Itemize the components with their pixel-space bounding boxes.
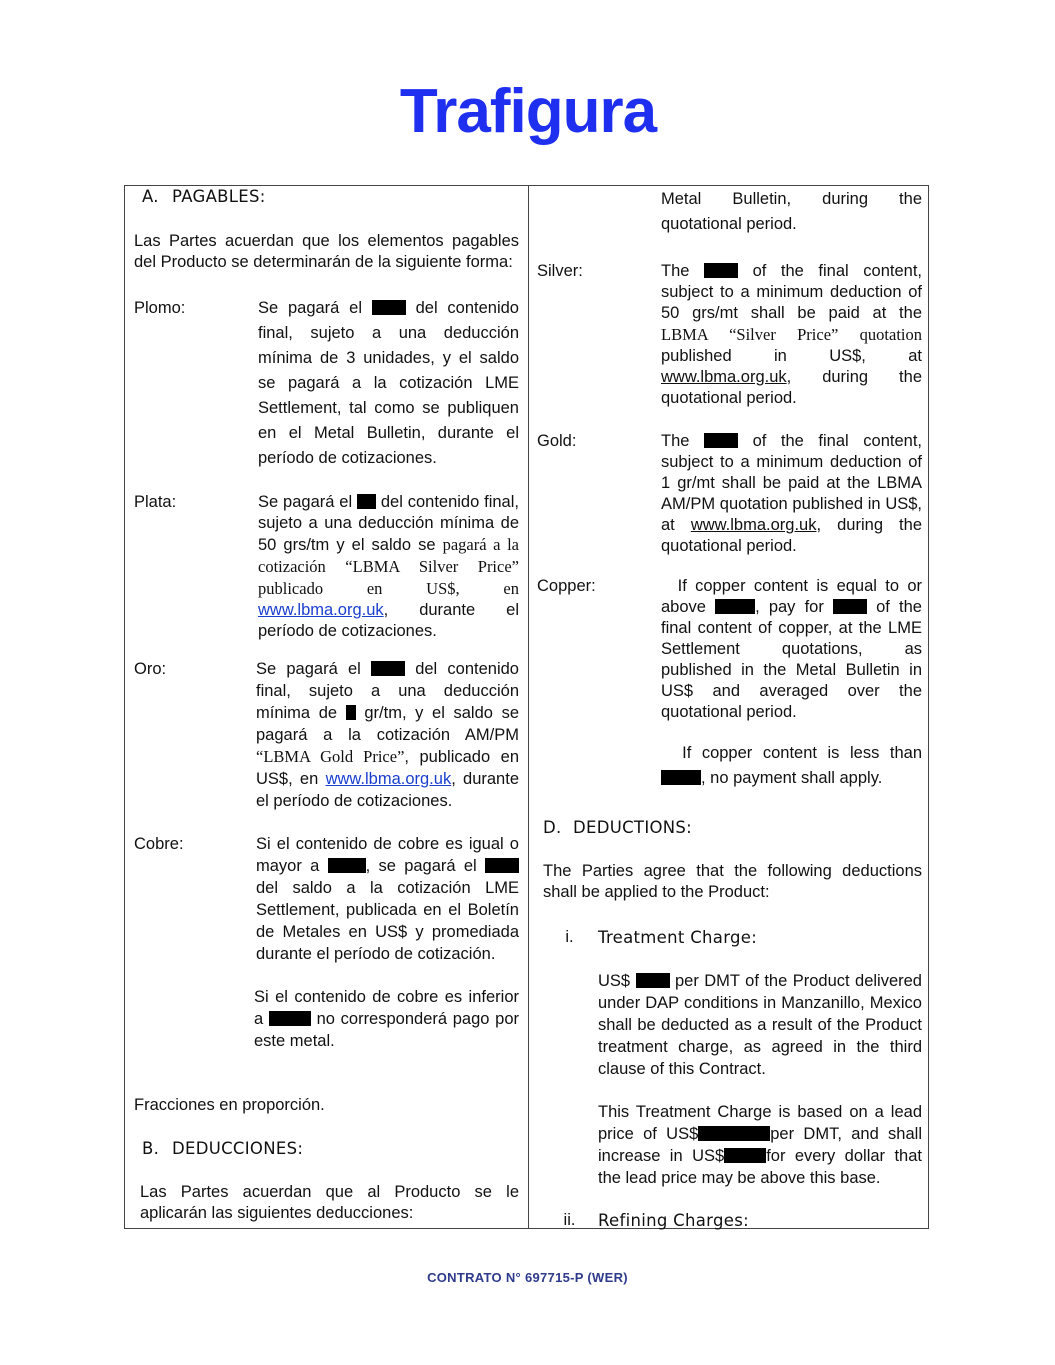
- cobre-row: Cobre: Si el contenido de cobre es igual o mayor a , se pagará el del saldo a la cotización LME Settlement, publicada en el Boletín de Metales en US$ y promediada durante el período de cotización.: [134, 835, 519, 963]
- column-divider: [528, 186, 529, 1228]
- deductions-intro: The Parties agree that the following deductions shall be applied to the Product:: [543, 862, 922, 901]
- company-logo: [0, 74, 1055, 169]
- copper-row: Copper: If copper content is equal to or above , pay for of the final content of copper, at the LME Settlement quotations, as published in the Metal Bulletin in US$ and averaged over the quotational period.: [537, 577, 923, 721]
- oro-row: Oro: Se pagará el del contenido final, sujeto a una deducción mínima de gr/tm, y el saldo se pagará a la cotización AM/PM “LBMA Gold Price”, publicado en US$, en www.lbma.org.uk, durante el período de cotizaciones.: [134, 660, 519, 810]
- redaction-block: [357, 494, 376, 509]
- redaction-block: [346, 705, 356, 720]
- redaction-block: [636, 973, 670, 988]
- deducciones-intro: Las Partes acuerdan que al Producto se le aplicarán las siguientes deducciones:: [140, 1183, 519, 1222]
- redaction-block: [485, 858, 519, 873]
- lbma-link[interactable]: www.lbma.org.uk: [661, 368, 787, 386]
- treatment-charge-heading: i. Treatment Charge:: [565, 928, 758, 947]
- redaction-block: [704, 433, 738, 448]
- redaction-block: [661, 770, 701, 785]
- plata-row: Plata: Se pagará el del contenido final, sujeto a una deducción mínima de 50 grs/tm y el saldo se pagará a la cotización “LBMA Silver Price” publicado en US$, en www.lbma.org.uk, durante el período de cotizaciones.: [134, 493, 519, 640]
- section-b-heading: B. DEDUCCIONES:: [142, 1139, 304, 1158]
- treatment-base-paragraph: This Treatment Charge is based on a lead price of US$ per DMT, and shall increase in US$ for every dollar that the lead price may be above this base.: [598, 1103, 922, 1187]
- redaction-block: [372, 300, 406, 315]
- redaction-block: [833, 599, 867, 614]
- trafigura-logo-wordmark: [378, 74, 678, 169]
- copper-less-clause: If copper content is less than , no payment shall apply.: [661, 741, 922, 791]
- contract-table: [124, 185, 929, 1229]
- cobre-inferior-clause: Si el contenido de cobre es inferior a no corresponderá pago por este metal.: [254, 988, 519, 1050]
- lbma-link[interactable]: www.lbma.org.uk: [690, 516, 817, 534]
- treatment-charge-paragraph: US$ per DMT of the Product delivered under DAP conditions in Manzanillo, Mexico shall be deducted as a result of the Product treatment charge, as agreed in the third clause of this Contract.: [598, 972, 922, 1078]
- redaction-block: [371, 661, 405, 676]
- gold-row: Gold: The of the final content, subject to a minimum deduction of 1 gr/mt shall be paid at the LBMA AM/PM quotation published in US$, at www.lbma.org.uk, during the quotational period.: [537, 432, 922, 555]
- redaction-block: [715, 599, 755, 614]
- payables-intro: Las Partes acuerdan que los elementos pagables del Producto se determinarán de la siguiente forma:: [134, 232, 519, 271]
- lbma-link[interactable]: www.lbma.org.uk: [325, 770, 452, 788]
- contract-number-footer: CONTRATO N° 697715-P (WER): [427, 1270, 628, 1285]
- silver-row: Silver: The of the final content, subject to a minimum deduction of 50 grs/mt shall be paid at the LBMA “Silver Price” quotation published in US$, at www.lbma.org.uk, during the quotational period.: [537, 262, 922, 407]
- svg-text:Trafigura: Trafigura: [399, 77, 656, 146]
- redaction-block: [724, 1148, 766, 1163]
- fracciones-text: Fracciones en proporción.: [134, 1096, 325, 1114]
- section-a-heading: A. PAGABLES:: [142, 187, 266, 206]
- lbma-link[interactable]: www.lbma.org.uk: [258, 601, 384, 619]
- plomo-row: Plomo: Se pagará el del contenido final, sujeto a una deducción mínima de 3 unidades, y el saldo se pagará a la cotización LME Settlement, tal como se publiquen en el Metal Bulletin, durante el período de cotizaciones.: [134, 299, 519, 467]
- redaction-block: [328, 858, 366, 873]
- section-d-heading: D. DEDUCTIONS:: [543, 818, 693, 837]
- redaction-block: [698, 1126, 770, 1141]
- redaction-block: [269, 1011, 311, 1026]
- continuation-text: Metal Bulletin, during the quotational period.: [661, 190, 922, 233]
- redaction-block: [704, 263, 738, 278]
- refining-charges-heading: ii. Refining Charges:: [563, 1211, 749, 1230]
